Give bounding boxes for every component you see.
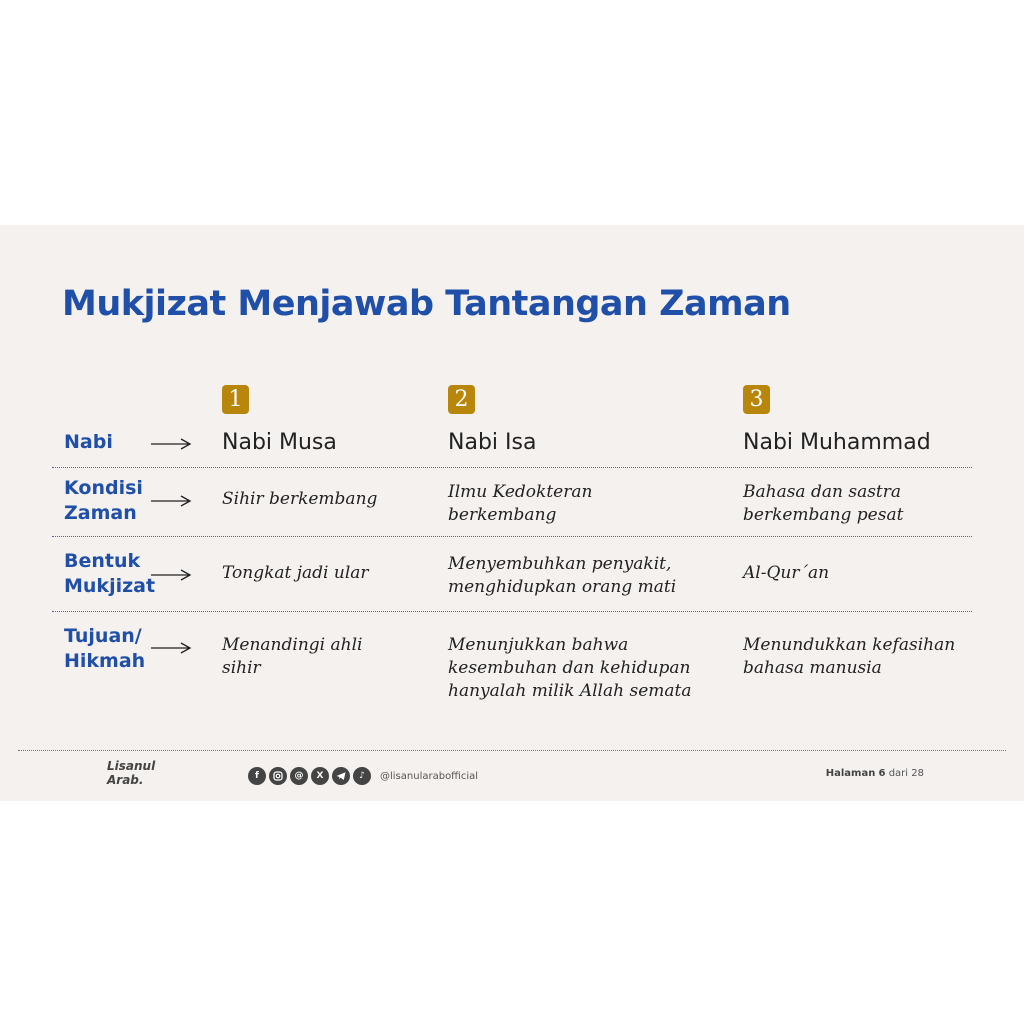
arrow-right-icon	[150, 642, 192, 654]
row-label-bentuk-mukjizat: Bentuk Mukjizat	[64, 550, 156, 597]
column-heading: Nabi Musa	[222, 430, 337, 455]
row-label-nabi: Nabi	[64, 431, 113, 453]
row-label-tujuan-hikmah: Tujuan/ Hikmah	[64, 625, 146, 672]
table-cell: Bahasa dan sastra berkembang pesat	[743, 482, 904, 525]
table-cell: Menunjukkan bahwa kesembuhan dan kehidupan hanyalah milik Allah semata	[448, 635, 692, 701]
facebook-icon[interactable]: f	[248, 767, 266, 785]
page-separator: dari	[888, 768, 909, 779]
row-divider	[52, 536, 972, 537]
row-label-kondisi-zaman: Kondisi Zaman	[64, 477, 143, 524]
table-cell: Al-Qur´an	[743, 563, 830, 583]
page-title: Mukjizat Menjawab Tantangan Zaman	[62, 284, 791, 324]
table-cell: Ilmu Kedokteran berkembang	[448, 482, 593, 525]
table-cell: Menyembuhkan penyakit, menghidupkan orang mati	[448, 554, 677, 597]
table-cell: Tongkat jadi ular	[222, 563, 369, 583]
arrow-right-icon	[150, 438, 192, 450]
column-heading: Nabi Isa	[448, 430, 537, 455]
table-cell: Sihir berkembang	[222, 489, 378, 509]
threads-icon[interactable]: @	[290, 767, 308, 785]
row-divider	[52, 467, 972, 468]
table-cell: Menandingi ahli sihir	[222, 635, 363, 678]
social-links	[248, 767, 478, 785]
arrow-right-icon	[150, 495, 192, 507]
social-handle[interactable]: @lisanularabofficial	[380, 770, 479, 782]
arrow-right-icon	[150, 569, 192, 581]
tiktok-icon[interactable]: ♪	[353, 767, 371, 785]
page-label: Halaman	[825, 768, 876, 779]
brand-logo: Lisanul Arab.	[107, 759, 156, 787]
column-number-badge: 2	[448, 385, 475, 414]
page-current: 6	[878, 768, 886, 779]
page-total: 28	[911, 768, 924, 779]
footer-divider	[18, 750, 1006, 751]
page-indicator	[826, 768, 924, 779]
table-cell: Menundukkan kefasihan bahasa manusia	[743, 635, 956, 678]
column-number-badge: 3	[743, 385, 770, 414]
column-number-badge: 1	[222, 385, 249, 414]
slide	[0, 225, 1024, 801]
x-icon[interactable]: X	[311, 767, 329, 785]
row-divider	[52, 611, 972, 612]
instagram-icon[interactable]	[269, 767, 287, 785]
column-heading: Nabi Muhammad	[743, 430, 931, 455]
telegram-icon[interactable]	[332, 767, 350, 785]
